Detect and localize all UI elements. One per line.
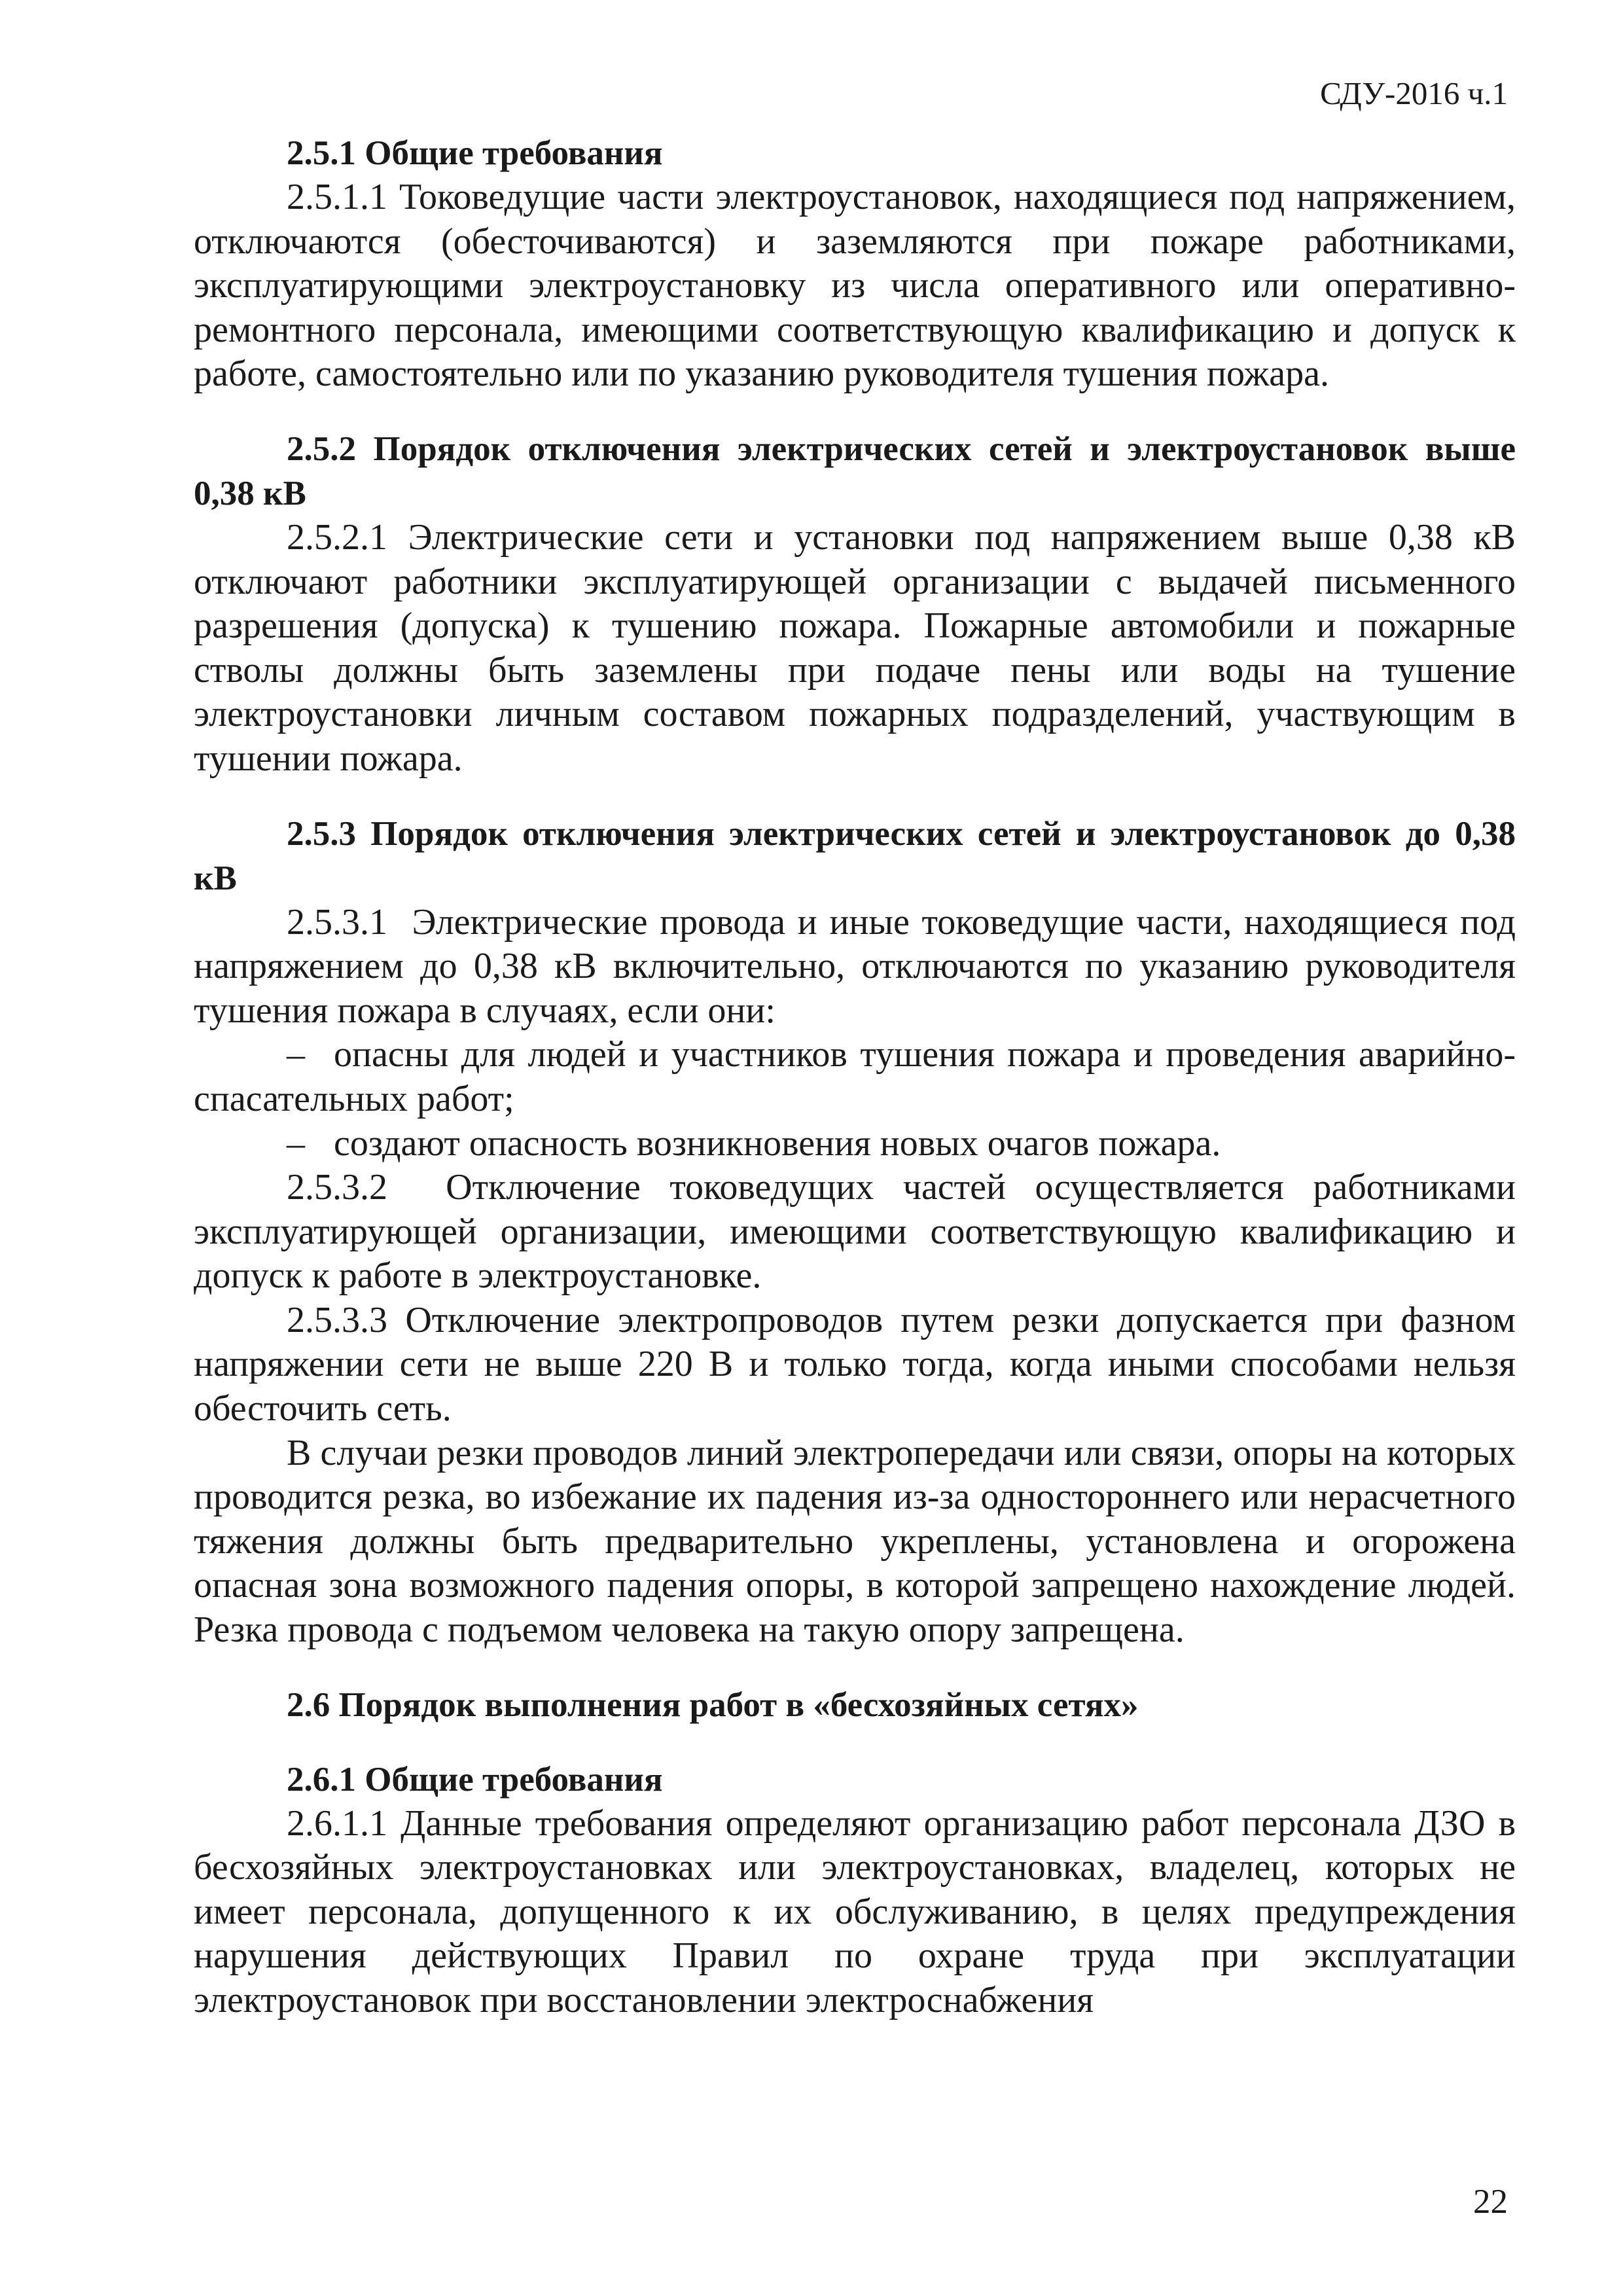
clause-text: Электрические провода и иные токоведущие части, находящиеся под напряжением до 0,38 кВ включительно, отключаются по указанию руководителя тушения пожара в случаях, если они: (194, 901, 1516, 1031)
section-heading-2-5-2: 2.5.2 Порядок отключения электрических сетей и электроустановок выше 0,38 кВ (194, 429, 1516, 512)
bullet-dash: – (287, 1122, 305, 1164)
bullet-dash: – (287, 1034, 305, 1075)
clause-number: 2.5.3.2 (287, 1167, 387, 1208)
paragraph-2-5-3-1 (194, 901, 1516, 1033)
paragraph-2-5-2-1 (194, 516, 1516, 781)
section-heading-2-6-1: 2.6.1 Общие требования (287, 1760, 663, 1799)
document-body (194, 131, 1516, 2023)
page-number: 22 (1473, 2183, 1508, 2221)
paragraph-2-5-3-3-cont: В случаи резки проводов линий электропередачи или связи, опоры на которых проводится резка, во избежание их падения из-за одностороннего или нерасчетного тяжения должны быть предварительно укреплены, установлена и огорожена опасная зона возможного падения опоры, в которой запрещено нахождение людей. Резка провода с подъемом человека на такую опору запрещена. (194, 1432, 1516, 1651)
clause-number: 2.5.3.1 (287, 901, 387, 942)
list-item (194, 1033, 1516, 1121)
paragraph-2-5-1-1 (194, 175, 1516, 397)
clause-text: Отключение токоведущих частей осуществляется работниками эксплуатирующей организации, имеющими соответствующую квалификацию и допуск к работе в электроустановке. (194, 1167, 1516, 1297)
section-heading-2-5-3: 2.5.3 Порядок отключения электрических сетей и электроустановок до 0,38 кВ (194, 814, 1516, 897)
list-item-text: опасны для людей и участников тушения пожара и проведения аварийно-спасательных работ; (194, 1034, 1516, 1119)
paragraph-2-5-3-3 (194, 1299, 1516, 1431)
clause-text: Данные требования определяют организацию работ персонала ДЗО в бесхозяйных электроустановках или электроустановках, владелец, которых не имеет персонала, допущенного к их обслуживанию, в целях предупреждения нарушения действующих Правил по охране труда при эксплуатации электроустановок при восстановлении электроснабжения (194, 1803, 1516, 2020)
clause-number: 2.5.2.1 (287, 516, 387, 558)
clause-text: Токоведущие части электроустановок, находящиеся под напряжением, отключаются (обесточиваются) и заземляются при пожаре работниками, эксплуатирующими электроустановку из числа оперативного или оперативно-ремонтного персонала, имеющими соответствующую квалификацию и допуск к работе, самостоятельно или по указанию руководителя тушения пожара. (194, 177, 1516, 395)
paragraph-2-5-3-2 (194, 1166, 1516, 1299)
clause-number: 2.5.3.3 (287, 1299, 387, 1340)
section-heading-2-5-1: 2.5.1 Общие требования (287, 134, 663, 172)
list-item (194, 1122, 1516, 1166)
section-heading-2-6: 2.6 Порядок выполнения работ в «бесхозяйных сетях» (287, 1685, 1139, 1724)
clause-number: 2.6.1.1 (287, 1803, 387, 1844)
clause-text: Электрические сети и установки под напряжением выше 0,38 кВ отключают работники эксплуатирующей организации с выдачей письменного разрешения (допуска) к тушению пожара. Пожарные автомобили и пожарные стволы должны быть заземлены при подаче пены или воды на тушение электроустановки личным составом пожарных подразделений, участвующим в тушении пожара. (194, 516, 1516, 779)
document-code: СДУ-2016 ч.1 (1320, 75, 1508, 111)
clause-number: 2.5.1.1 (287, 177, 387, 217)
list-item-text: создают опасность возникновения новых очагов пожара. (334, 1122, 1221, 1164)
paragraph-2-6-1-1 (194, 1802, 1516, 2023)
clause-text: Отключение электропроводов путем резки допускается при фазном напряжении сети не выше 220 В и только тогда, когда иными способами нельзя обесточить сеть. (194, 1299, 1516, 1429)
